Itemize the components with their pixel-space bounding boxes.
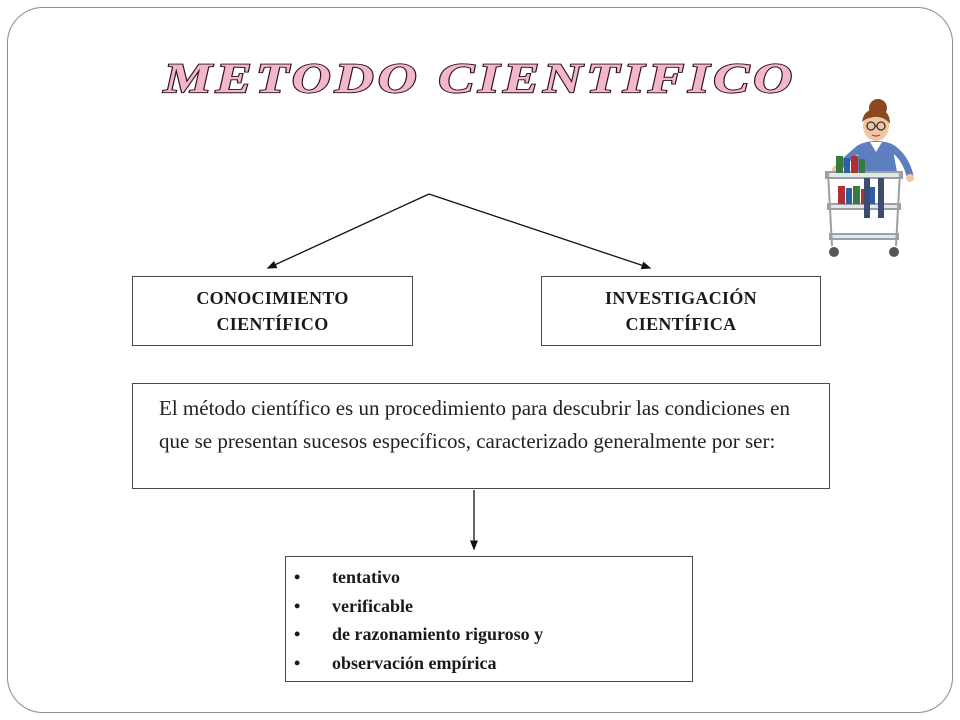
bullet-icon: • [294,652,301,673]
investigacion-line1: INVESTIGACIÓN [605,287,757,308]
bullet-icon: • [294,595,301,616]
conocimiento-line2: CIENTÍFICO [216,314,329,334]
conocimiento-cientifico-box [132,276,413,346]
bullet-icon: • [294,624,301,644]
trait-item [294,592,682,621]
bullet-icon: • [294,567,301,587]
trait-text: de razonamiento riguroso y [332,624,544,644]
trait-item [294,563,682,592]
investigacion-line2: CIENTÍFICA [625,314,737,334]
conocimiento-line1: CONOCIMIENTO [196,287,349,308]
definition-box [132,383,830,489]
trait-item [294,649,682,678]
definition-text: El método científico es un procedimiento para descubrir las condiciones en que se presentan sucesos específicos, caracterizado generalmente por ser: [159,396,790,453]
slide-title: METODO CIENTIFICO [163,55,797,102]
title-wordart [160,48,800,118]
trait-text: verificable [332,595,413,616]
trait-text: observación empírica [332,652,497,673]
trait-item [294,620,682,649]
traits-box [285,556,693,682]
traits-list [294,563,682,677]
librarian-with-book-cart-icon [818,96,922,268]
trait-text: tentativo [332,567,400,587]
investigacion-cientifica-box [541,276,821,346]
